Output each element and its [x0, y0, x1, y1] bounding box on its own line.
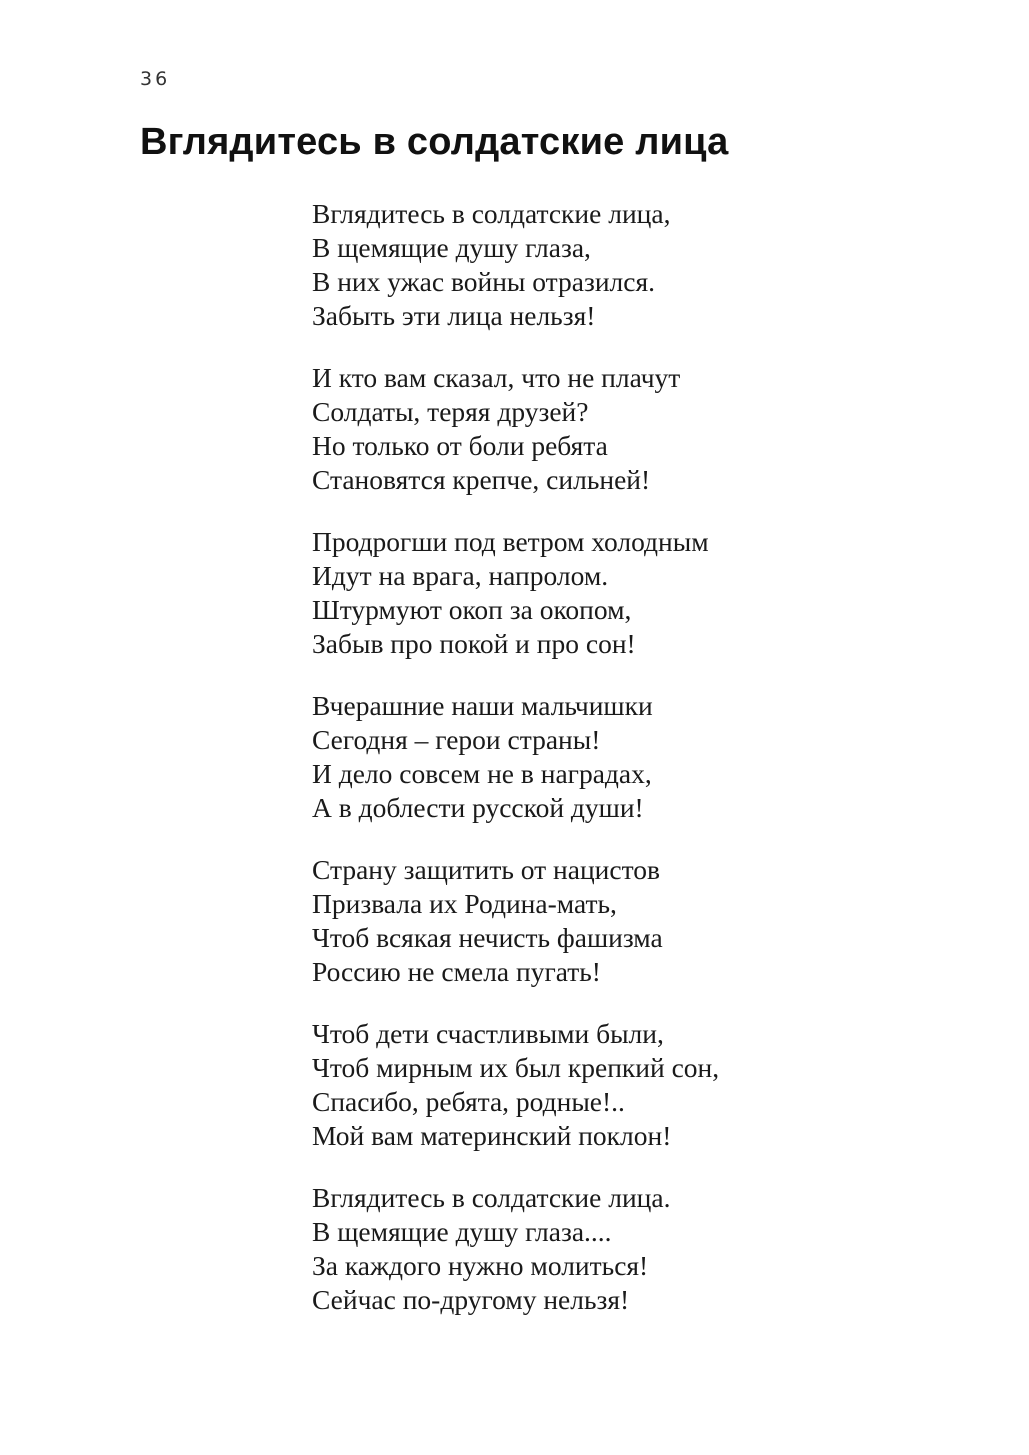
- stanza-4: [312, 689, 719, 825]
- poem-line: Призвала их Родина-мать,: [312, 888, 617, 919]
- poem-line: Чтоб мирным их был крепкий сон,: [312, 1052, 720, 1083]
- stanza-2: [312, 361, 719, 497]
- poem-line: Забыв про покой и про сон!: [312, 628, 636, 659]
- poem-line: И дело совсем не в наградах,: [312, 758, 652, 789]
- poem-line: За каждого нужно молиться!: [312, 1250, 649, 1281]
- poem-line: Солдаты, теряя друзей?: [312, 396, 589, 427]
- poem-line: В них ужас войны отразился.: [312, 266, 656, 297]
- stanza-3: [312, 525, 719, 661]
- poem-line: Идут на врага, напролом.: [312, 560, 609, 591]
- poem-line: В щемящие душу глаза,: [312, 232, 591, 263]
- poem-line: Сегодня – герои страны!: [312, 724, 601, 755]
- poem-line: А в доблести русской души!: [312, 792, 644, 823]
- poem-line: Чтоб всякая нечисть фашизма: [312, 922, 663, 953]
- poem-line: Но только от боли ребята: [312, 430, 608, 461]
- poem-line: И кто вам сказал, что не плачут: [312, 362, 681, 393]
- poem-line: Продрогши под ветром холодным: [312, 526, 709, 557]
- poem-line: Спасибо, ребята, родные!..: [312, 1086, 625, 1117]
- stanza-7: [312, 1181, 719, 1317]
- poem-line: Штурмуют окоп за окопом,: [312, 594, 632, 625]
- poem-line: Мой вам материнский поклон!: [312, 1120, 672, 1151]
- stanza-1: [312, 197, 719, 333]
- poem-line: Чтоб дети счастливыми были,: [312, 1018, 664, 1049]
- poem-line: Страну защитить от нацистов: [312, 854, 660, 885]
- poem-line: Сейчас по-другому нельзя!: [312, 1284, 630, 1315]
- poem-line: В щемящие душу глаза....: [312, 1216, 612, 1247]
- stanza-6: [312, 1017, 719, 1153]
- stanza-5: [312, 853, 719, 989]
- poem-line: Вчерашние наши мальчишки: [312, 690, 653, 721]
- poem-line: Россию не смела пугать!: [312, 956, 601, 987]
- poem-line: Вглядитесь в солдатские лица.: [312, 1182, 671, 1213]
- poem-body: [312, 197, 719, 1345]
- page-number: 36: [140, 68, 171, 90]
- poem-line: Вглядитесь в солдатские лица,: [312, 198, 671, 229]
- poem-title: Вглядитесь в солдатские лица: [140, 121, 729, 163]
- poem-line: Становятся крепче, сильней!: [312, 464, 651, 495]
- poem-line: Забыть эти лица нельзя!: [312, 300, 596, 331]
